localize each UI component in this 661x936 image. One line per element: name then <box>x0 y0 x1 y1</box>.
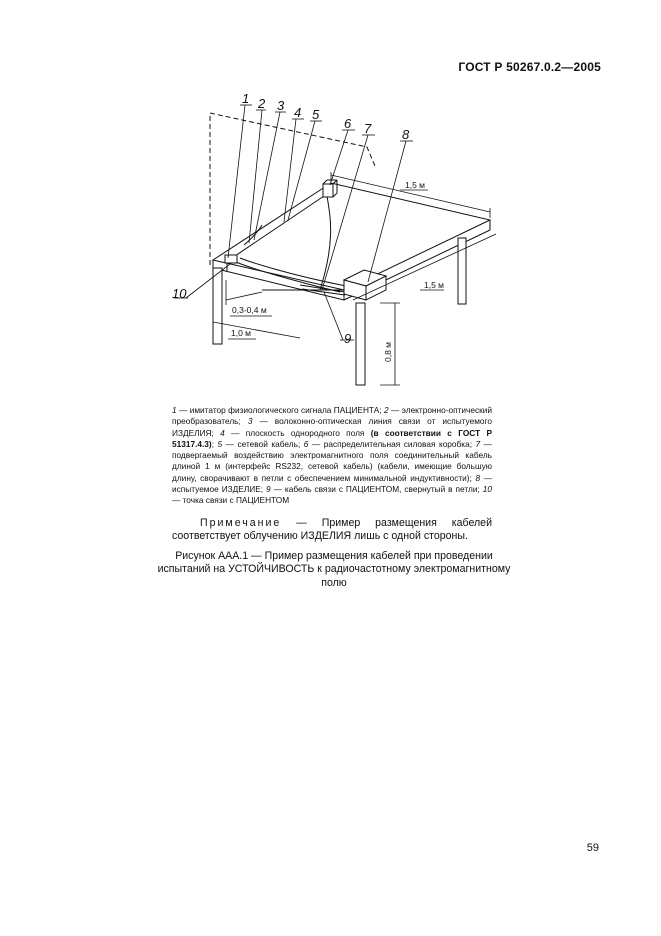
patient-simulator <box>225 255 237 263</box>
callout-5: 5 <box>312 107 320 122</box>
note-text: — Пример размещения кабелей соответствует облучению ИЗДЕЛИЯ лишь с одной стороны. <box>172 517 492 543</box>
callout-1: 1 <box>242 91 250 106</box>
dim-gap: 0,3-0,4 м <box>232 305 267 315</box>
callout-6: 6 <box>344 116 352 131</box>
callout-10: 10 <box>172 286 187 301</box>
callout-9: 9 <box>344 331 352 346</box>
dim-top-width: 1,5 м <box>405 180 426 190</box>
callout-7: 7 <box>364 121 372 136</box>
page-number: 59 <box>586 842 599 854</box>
figure-legend: 1 — имитатор физиологического сигнала ПАЦИЕНТА; 2 — электронно-оптический преобразователь; 3 — волоконно-оптическая линия связи от испытуемого ИЗДЕЛИЯ; 4 — плоскость однородного поля (в соответствии с ГОСТ Р 51317.4.3); 5 — сетевой кабель; 6 — распределительная силовая коробка; 7 — подвергаемый воздействию электромагнитного поля соединительный кабель длиной 1 м (интерфейс RS232, сетевой кабель) (кабели, имеющие большую длину, сворачивают в петли с обеспечением минимальной индуктивности); 8 — испытуемое ИЗДЕЛИЕ; 9 — кабель связи с ПАЦИЕНТОМ, свернутый в петли; 10 — точка связи с ПАЦИЕНТОМ <box>172 405 492 506</box>
figure-caption: Рисунок ААА.1 — Пример размещения кабелей при проведении испытаний на УСТОЙЧИВОСТЬ к радиочастотному электромагнитному полю <box>157 550 511 589</box>
dim-front-length: 1,0 м <box>231 328 252 338</box>
document-header: ГОСТ Р 50267.0.2—2005 <box>458 60 601 74</box>
dim-side-width: 1,5 м <box>424 280 445 290</box>
note-label: Примечание <box>200 517 282 529</box>
callout-4: 4 <box>294 105 302 120</box>
test-setup-figure <box>0 0 661 400</box>
callout-3: 3 <box>277 98 285 113</box>
callout-2: 2 <box>258 96 266 111</box>
dim-height: 0,8 м <box>383 341 393 362</box>
callout-8: 8 <box>402 127 410 142</box>
figure-note <box>172 517 492 544</box>
